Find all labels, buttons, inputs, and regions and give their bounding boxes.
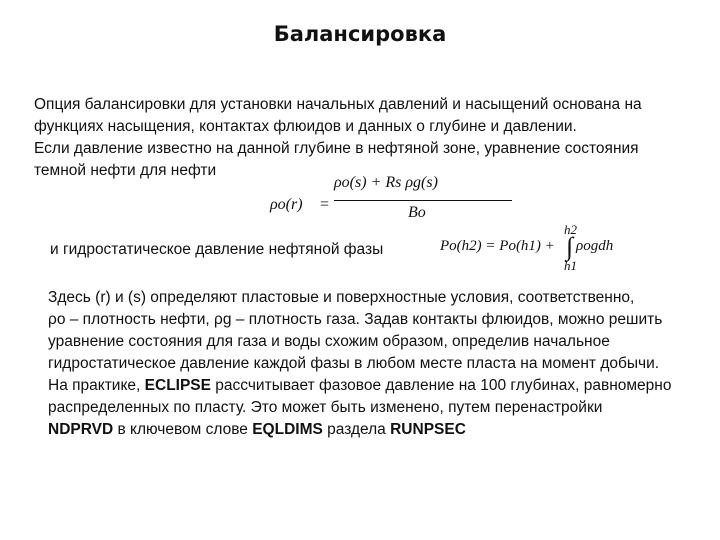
fraction-bar xyxy=(334,200,512,201)
formula2-lhs: Po(h2) = Po(h1) + xyxy=(440,238,555,254)
eqldims-keyword: EQLDIMS xyxy=(252,421,323,438)
body-line xyxy=(48,375,708,397)
body-line: Здесь (r) и (s) определяют пластовые и поверхностные условия, соответственно, xyxy=(48,289,635,306)
integral-upper-limit: h2 xyxy=(564,222,577,237)
intro-line: Если давление известно на данной глубине в нефтяной зоне, уравнение состояния xyxy=(34,140,639,157)
formula-denominator: Bo xyxy=(408,204,426,221)
body-line: гидростатическое давление каждой фазы в любом месте пласта на момент добычи. xyxy=(48,355,660,372)
body-line xyxy=(48,419,708,441)
hydrostatic-label: и гидростатическое давление нефтяной фазы xyxy=(50,241,384,258)
formula-lhs: ρo(r) xyxy=(270,196,303,213)
slide-title: Балансировка xyxy=(273,22,447,46)
formula-numerator: ρo(s) + Rs ρg(s) xyxy=(334,174,438,191)
integral-sign: ∫ xyxy=(566,232,574,261)
intro-paragraph xyxy=(34,94,694,182)
intro-line: темной нефти для нефти xyxy=(34,162,217,179)
eclipse-keyword: ECLIPSE xyxy=(144,377,211,394)
hydrostatic-pressure-formula xyxy=(440,222,620,276)
explanation-paragraph xyxy=(48,287,708,441)
runpsec-keyword: RUNPSEC xyxy=(390,421,466,438)
body-line: уравнение состояния для газа и воды схожим образом, определив начальное xyxy=(48,333,610,350)
integrand: ρogdh xyxy=(576,238,614,254)
body-text-segment: в ключевом слове xyxy=(113,421,253,438)
intro-line: Опция балансировки для установки начальных давлений и насыщений основана на xyxy=(34,96,642,113)
body-line: ρo – плотность нефти, ρg – плотность газа. Задав контакты флюидов, можно решить xyxy=(48,311,663,328)
formula-equals: = xyxy=(320,196,330,213)
ndprvd-keyword: NDPRVD xyxy=(48,421,114,438)
integral-lower-limit: h1 xyxy=(564,258,577,273)
body-text-segment: раздела xyxy=(322,421,391,438)
body-text-segment: На практике, xyxy=(48,377,145,394)
intro-line: функциях насыщения, контактах флюидов и данных о глубине и давлении. xyxy=(34,118,577,135)
body-text-segment: рассчитывает фазовое давление на 100 глубинах, равномерно xyxy=(210,377,672,394)
body-line: распределенных по пласту. Это может быть изменено, путем перенастройки xyxy=(48,399,603,416)
